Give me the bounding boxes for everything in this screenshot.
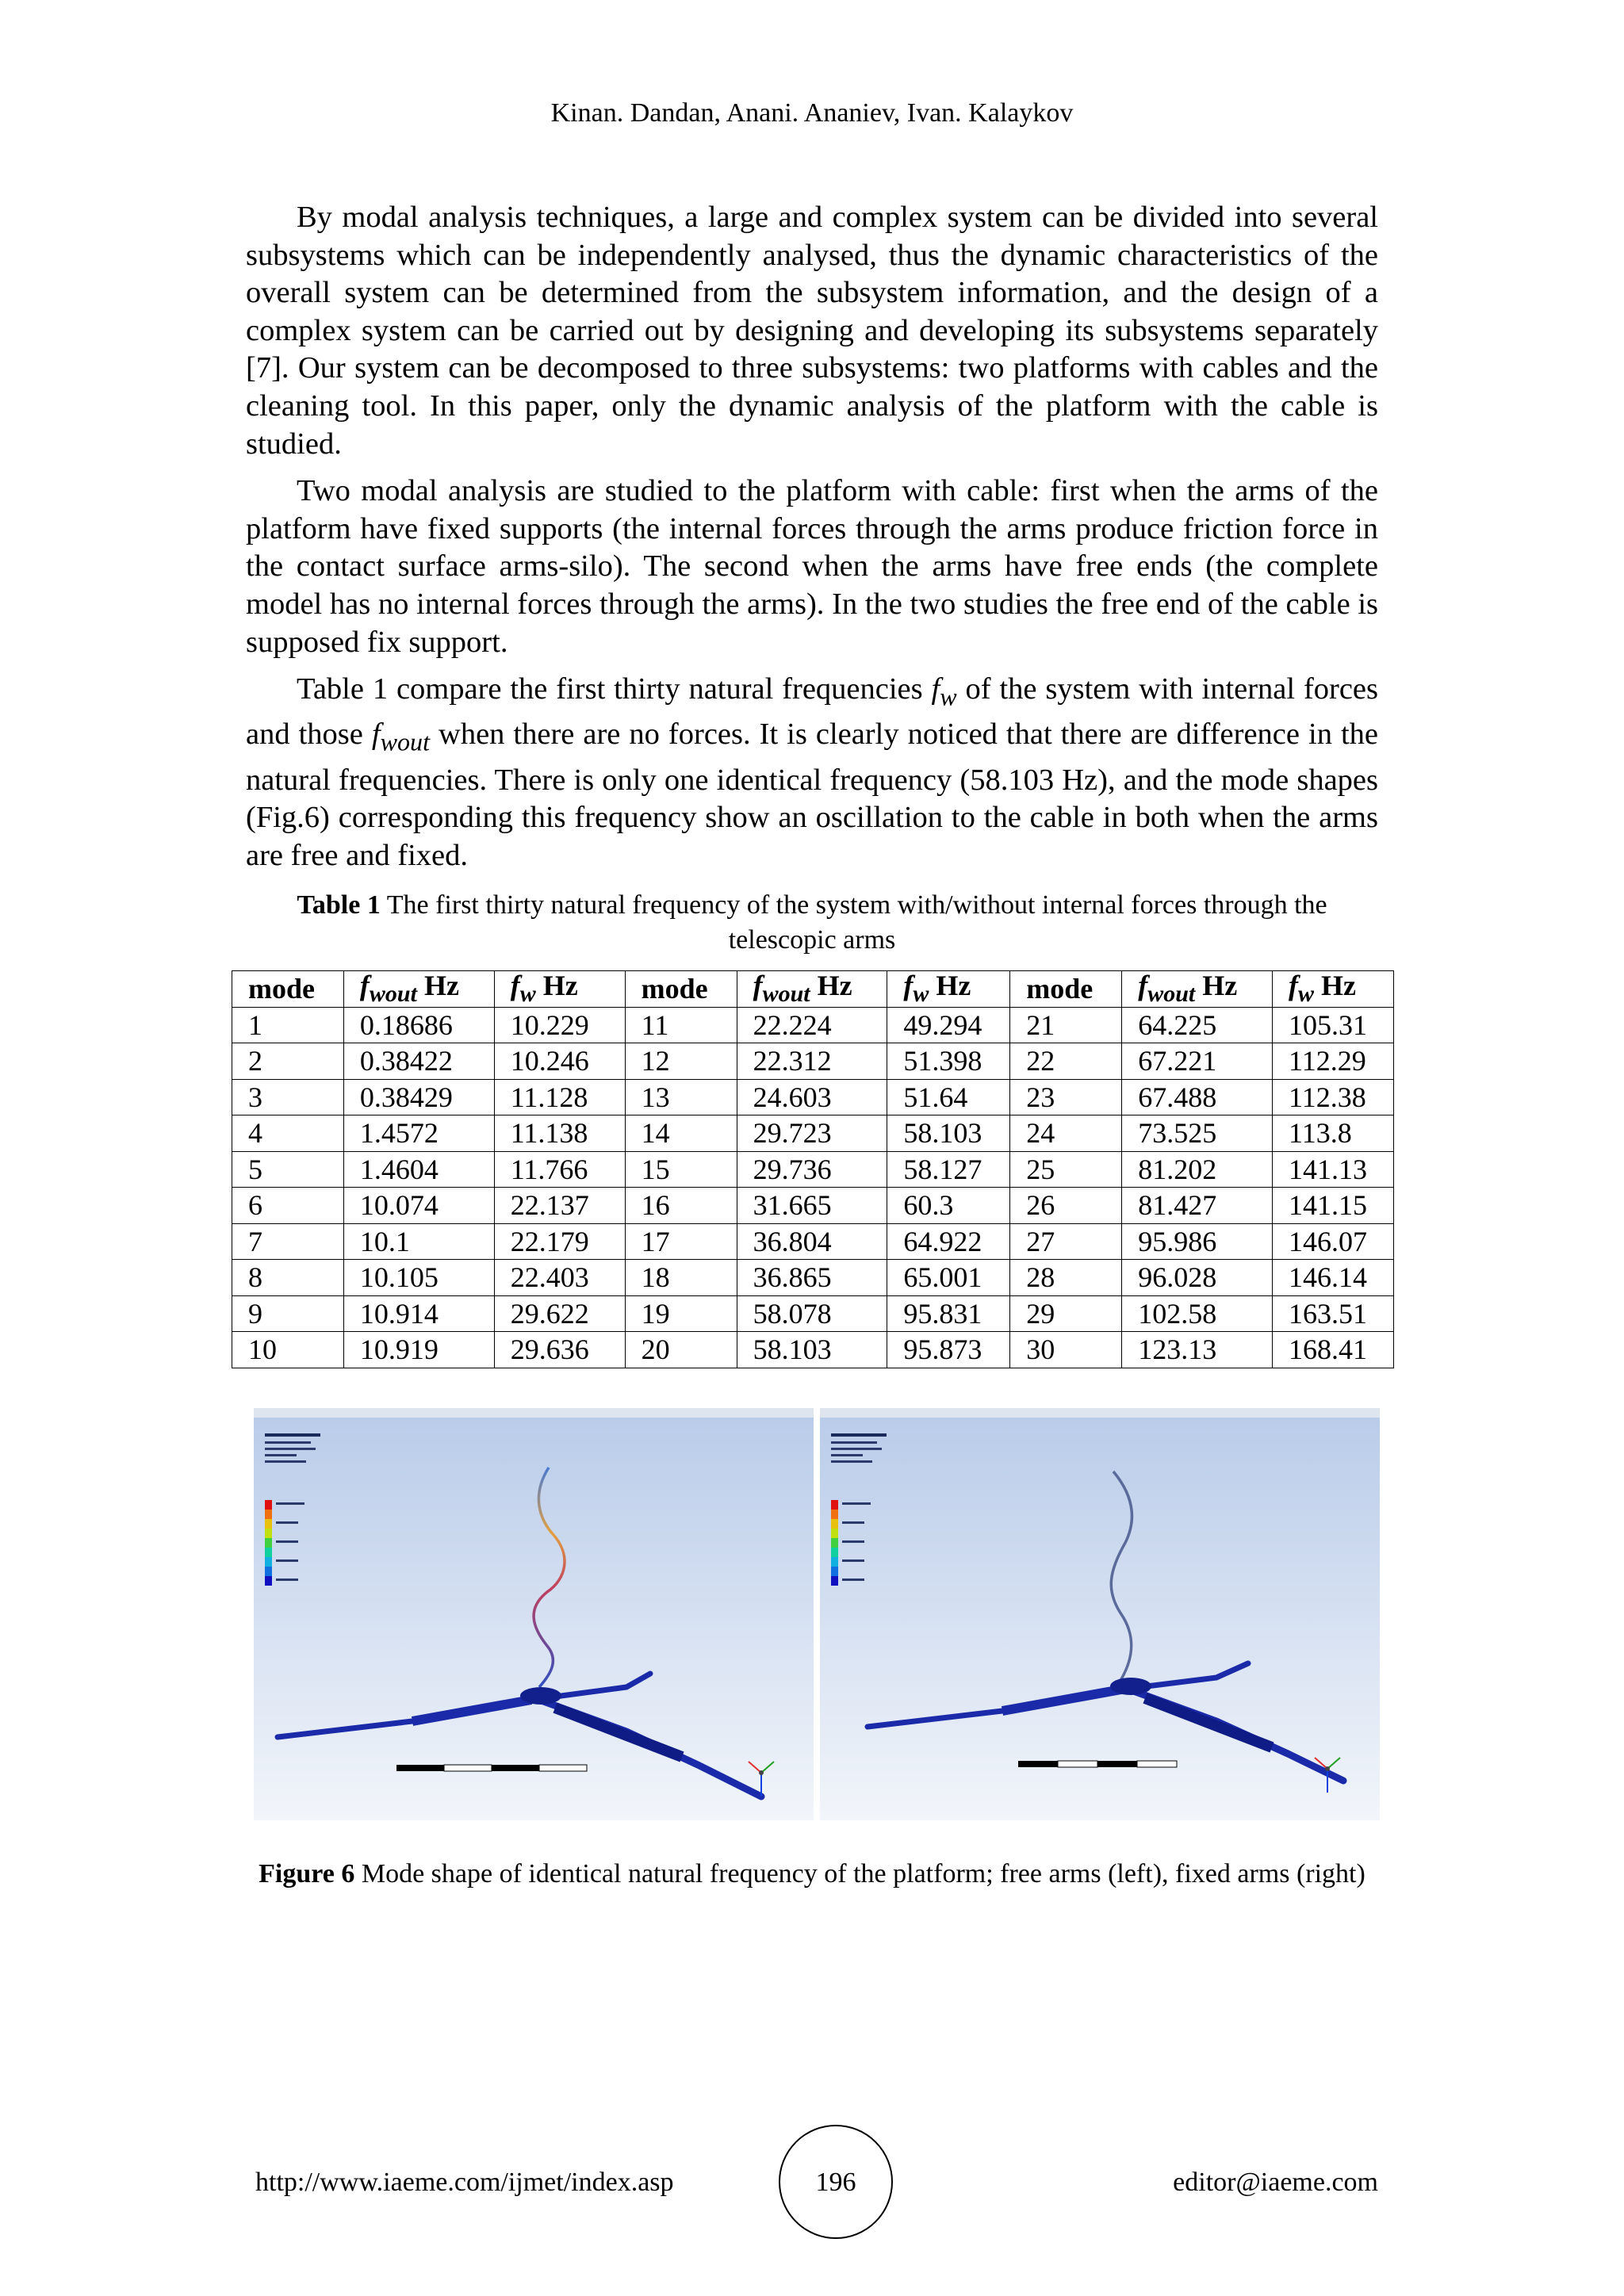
table-cell: 10.1	[343, 1223, 494, 1260]
table-row	[232, 1115, 1394, 1152]
table-cell: 96.028	[1122, 1260, 1273, 1296]
col-fwout: $f_{wout}$ Hz	[343, 971, 494, 1008]
table-cell: 58.103	[737, 1332, 887, 1368]
table-row	[232, 1079, 1394, 1115]
table-cell: 146.07	[1273, 1223, 1394, 1260]
col-fwout: $f_{wout}$ Hz	[1122, 971, 1273, 1008]
table-cell: 31.665	[737, 1188, 887, 1224]
table-cell: 22.137	[494, 1188, 625, 1224]
table-cell: 105.31	[1273, 1007, 1394, 1043]
table-cell: 30	[1010, 1332, 1122, 1368]
table-cell: 73.525	[1122, 1115, 1273, 1152]
table-cell: 60.3	[887, 1188, 1010, 1224]
table-row	[232, 1332, 1394, 1368]
table-cell: 168.41	[1273, 1332, 1394, 1368]
table-cell: 10.914	[343, 1295, 494, 1332]
table-cell: 1.4604	[343, 1151, 494, 1188]
table-cell: 16	[625, 1188, 737, 1224]
table-cell: 2	[232, 1043, 344, 1080]
table-cell: 10.246	[494, 1043, 625, 1080]
paragraph-2: Two modal analysis are studied to the platform with cable: first when the arms of the platform have fixed supports (the internal forces through the arms produce friction force in the contact surface arms-silo). The second when the arms have free ends (the complete model has no internal forces through the arms). In the two studies the free end of the cable is supposed fix support.	[246, 474, 1378, 659]
figure-6	[254, 1408, 1380, 1820]
table-header-row	[232, 971, 1394, 1008]
figure-caption: Figure 6 Mode shape of identical natural frequency of the platform; free arms (left), fixed arms (right)	[259, 1859, 1365, 1888]
table-cell: 141.15	[1273, 1188, 1394, 1224]
col-mode: mode	[232, 971, 344, 1008]
table-cell: 64.225	[1122, 1007, 1273, 1043]
running-header: Kinan. Dandan, Anani. Ananiev, Ivan. Kalaykov	[550, 98, 1074, 128]
table-cell: 14	[625, 1115, 737, 1152]
table-cell: 24.603	[737, 1079, 887, 1115]
table-cell: 20	[625, 1332, 737, 1368]
paragraph-1: By modal analysis techniques, a large and complex system can be divided into several subsystems which can be independently analysed, thus the dynamic characteristics of the overall system can be determined from the subsystem information, and the design of a complex system can be carried out by designing and developing its subsystems separately [7]. Our system can be decomposed to three subsystems: two platforms with cables and the cleaning tool. In this paper, only the dynamic analysis of the platform with the cable is studied.	[246, 201, 1378, 461]
table-cell: 12	[625, 1043, 737, 1080]
table-cell: 11.128	[494, 1079, 625, 1115]
mode-shape-free-arms	[254, 1408, 814, 1820]
table-cell: 19	[625, 1295, 737, 1332]
table-cell: 6	[232, 1188, 344, 1224]
table-row	[232, 1188, 1394, 1224]
table-cell: 0.18686	[343, 1007, 494, 1043]
table-cell: 163.51	[1273, 1295, 1394, 1332]
table-cell: 49.294	[887, 1007, 1010, 1043]
table-cell: 22.179	[494, 1223, 625, 1260]
table-cell: 22	[1010, 1043, 1122, 1080]
table-cell: 67.221	[1122, 1043, 1273, 1080]
table-cell: 9	[232, 1295, 344, 1332]
table-cell: 27	[1010, 1223, 1122, 1260]
table-cell: 36.804	[737, 1223, 887, 1260]
table-cell: 1	[232, 1007, 344, 1043]
table-cell: 5	[232, 1151, 344, 1188]
table-cell: 28	[1010, 1260, 1122, 1296]
table-cell: 51.64	[887, 1079, 1010, 1115]
table-cell: 11	[625, 1007, 737, 1043]
paragraph-3: Table 1 compare the first thirty natural frequencies $f_w$ of the system with internal forces and those $f_{wout}$ when there are no forces. It is clearly noticed that there are difference in the natural frequencies. There is only one identical frequency (58.103 Hz), and the mode shapes (Fig.6) corresponding this frequency show an oscillation to the cable in both when the arms are free and fixed.	[246, 672, 1379, 872]
table-cell: 4	[232, 1115, 344, 1152]
table-cell: 26	[1010, 1188, 1122, 1224]
table-cell: 29	[1010, 1295, 1122, 1332]
table-cell: 7	[232, 1223, 344, 1260]
table-cell: 15	[625, 1151, 737, 1188]
frequency-table	[232, 970, 1394, 1368]
col-fwout: $f_{wout}$ Hz	[737, 971, 887, 1008]
table-cell: 11.766	[494, 1151, 625, 1188]
table-cell: 112.38	[1273, 1079, 1394, 1115]
table-cell: 36.865	[737, 1260, 887, 1296]
table-cell: 22.312	[737, 1043, 887, 1080]
col-fw: $f_w$ Hz	[887, 971, 1010, 1008]
scale-bar-left	[396, 1765, 587, 1771]
table-cell: 102.58	[1122, 1295, 1273, 1332]
table-cell: 81.427	[1122, 1188, 1273, 1224]
table-cell: 29.723	[737, 1115, 887, 1152]
table-cell: 17	[625, 1223, 737, 1260]
table-cell: 29.622	[494, 1295, 625, 1332]
table-cell: 10.074	[343, 1188, 494, 1224]
table-cell: 3	[232, 1079, 344, 1115]
table-row	[232, 1260, 1394, 1296]
table-cell: 64.922	[887, 1223, 1010, 1260]
table-cell: 0.38429	[343, 1079, 494, 1115]
table-cell: 29.636	[494, 1332, 625, 1368]
table-cell: 146.14	[1273, 1260, 1394, 1296]
scale-bar-right	[1018, 1761, 1177, 1767]
table-row	[232, 1007, 1394, 1043]
table-row	[232, 1151, 1394, 1188]
mode-shape-free-arms-render	[254, 1408, 814, 1820]
table-cell: 95.986	[1122, 1223, 1273, 1260]
table-cell: 22.224	[737, 1007, 887, 1043]
table-cell: 141.13	[1273, 1151, 1394, 1188]
table-cell: 113.8	[1273, 1115, 1394, 1152]
mode-shape-fixed-arms-render	[820, 1408, 1380, 1820]
footer-email[interactable]: editor@iaeme.com	[1173, 2168, 1378, 2197]
col-fw: $f_w$ Hz	[494, 971, 625, 1008]
table-cell: 23	[1010, 1079, 1122, 1115]
table-cell: 58.127	[887, 1151, 1010, 1188]
table-cell: 11.138	[494, 1115, 625, 1152]
table-cell: 18	[625, 1260, 737, 1296]
table-cell: 95.831	[887, 1295, 1010, 1332]
body-text	[246, 199, 1378, 884]
col-fw: $f_w$ Hz	[1273, 971, 1394, 1008]
footer-url[interactable]: http://www.iaeme.com/ijmet/index.asp	[255, 2168, 674, 2197]
table-cell: 10	[232, 1332, 344, 1368]
table-caption: Table 1 The first thirty natural frequency of the system with/without internal forces through the telescopic arms	[297, 890, 1327, 955]
mode-shape-fixed-arms	[820, 1408, 1380, 1820]
col-mode: mode	[1010, 971, 1122, 1008]
table-cell: 10.229	[494, 1007, 625, 1043]
table-body	[232, 1007, 1394, 1368]
page-number: 196	[815, 2168, 856, 2197]
table-cell: 58.103	[887, 1115, 1010, 1152]
table-cell: 0.38422	[343, 1043, 494, 1080]
table-cell: 8	[232, 1260, 344, 1296]
table-cell: 10.105	[343, 1260, 494, 1296]
table-cell: 1.4572	[343, 1115, 494, 1152]
table-cell: 58.078	[737, 1295, 887, 1332]
table-row	[232, 1043, 1394, 1080]
table-cell: 24	[1010, 1115, 1122, 1152]
table-row	[232, 1295, 1394, 1332]
table-cell: 112.29	[1273, 1043, 1394, 1080]
table-cell: 10.919	[343, 1332, 494, 1368]
table-cell: 25	[1010, 1151, 1122, 1188]
table-cell: 13	[625, 1079, 737, 1115]
table-cell: 65.001	[887, 1260, 1010, 1296]
table-row	[232, 1223, 1394, 1260]
table-cell: 29.736	[737, 1151, 887, 1188]
table-cell: 123.13	[1122, 1332, 1273, 1368]
table-cell: 21	[1010, 1007, 1122, 1043]
table-cell: 81.202	[1122, 1151, 1273, 1188]
table-cell: 22.403	[494, 1260, 625, 1296]
table-cell: 67.488	[1122, 1079, 1273, 1115]
table-cell: 95.873	[887, 1332, 1010, 1368]
col-mode: mode	[625, 971, 737, 1008]
table-cell: 51.398	[887, 1043, 1010, 1080]
